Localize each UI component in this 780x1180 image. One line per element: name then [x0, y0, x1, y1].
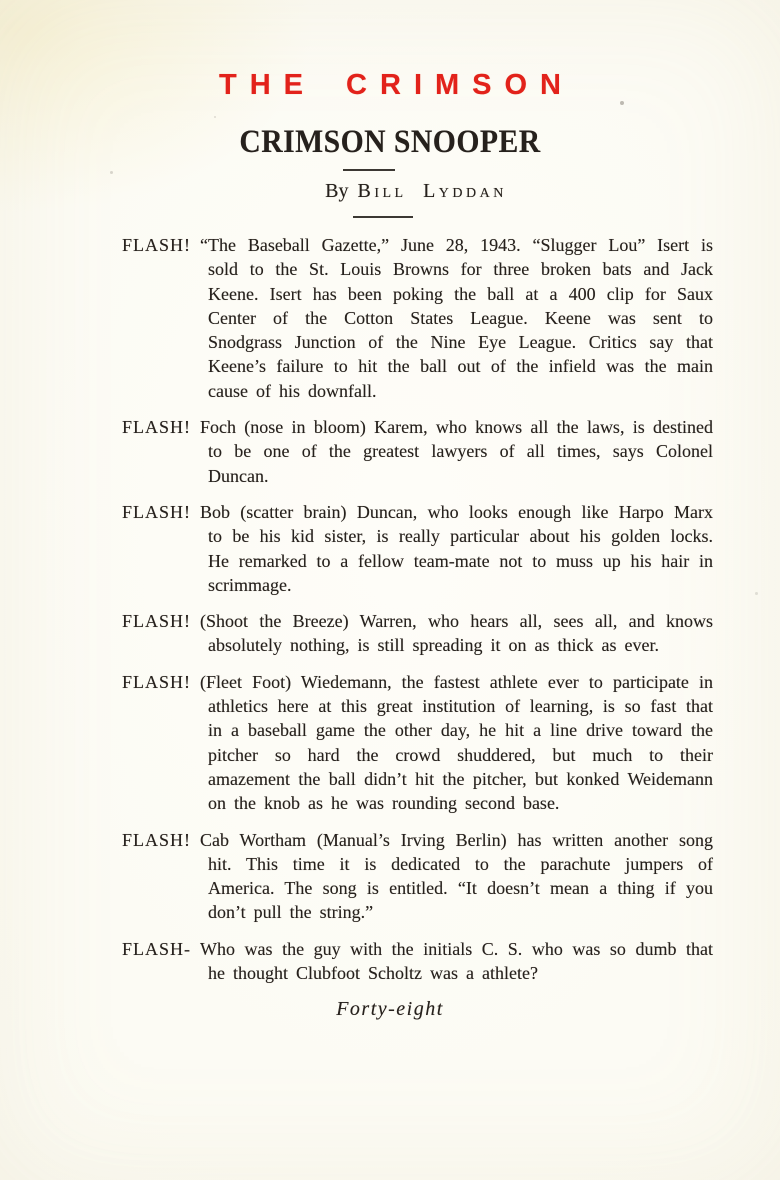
flash-text: Bob (scatter brain) Duncan, who looks enough like Harpo Marx to be his kid sister, is really particular about his golden locks. He remarked to a fellow team-mate not to muss up his hair in scrimmage. [200, 501, 713, 595]
flash-label: FLASH! [122, 611, 192, 632]
scan-speck [110, 171, 113, 174]
flash-label: FLASH! [122, 417, 192, 438]
flash-label: FLASH! [122, 671, 192, 692]
flash-label: FLASH! [122, 829, 192, 850]
flash-text: Who was the guy with the initials C. S. who was so dumb that he thought Clubfoot Scholtz was a athlete? [200, 938, 713, 984]
flash-label: FLASH! [122, 235, 192, 255]
article-title: CRIMSON SNOOPER [239, 124, 541, 160]
flash-item [122, 500, 713, 597]
divider-rule-top [343, 169, 395, 171]
page-number: Forty-eight [336, 998, 444, 1021]
divider-rule-bottom [353, 216, 413, 218]
byline [86, 180, 746, 202]
flash-item [122, 609, 713, 658]
scan-speck [755, 592, 758, 595]
byline-by: By [325, 180, 349, 202]
article-body [122, 233, 713, 985]
flash-item [122, 937, 713, 986]
flash-label: FLASH- [122, 938, 192, 959]
flash-text: Cab Wortham (Manual’s Irving Berlin) has written another song hit. This time it is dedicated to the parachute jumpers of America. The song is entitled. “It doesn’t mean a thing if you don’t pull the string.” [200, 829, 713, 923]
page-header [60, 0, 720, 218]
flash-text: “The Baseball Gazette,” June 28, 1943. “Slugger Lou” Isert is sold to the St. Louis Browns for three broken bats and Jack Keene. Isert has been poking the ball at a 400 clip for Saux Center of the Cotton States League. Keene was sent to Snodgrass Junction of the Nine Eye League. Critics say that Keene’s failure to hit the ball out of the infield was the main cause of his downfall. [200, 235, 713, 401]
page-footer [0, 998, 780, 1021]
flash-text: Foch (nose in bloom) Karem, who knows all the laws, is destined to be one of the greatest lawyers of all times, says Colonel Duncan. [200, 417, 713, 486]
byline-author: Bill Lyddan [357, 180, 507, 202]
flash-item [122, 670, 713, 816]
flash-label: FLASH! [122, 501, 192, 522]
flash-item [122, 828, 713, 925]
flash-item [122, 415, 713, 488]
flash-item [122, 233, 713, 403]
masthead-title: THE CRIMSON [219, 69, 574, 101]
scan-speck [620, 101, 624, 105]
flash-text: (Shoot the Breeze) Warren, who hears all, sees all, and knows absolutely nothing, is still spreading it on as thick as ever. [200, 611, 713, 656]
flash-text: (Fleet Foot) Wiedemann, the fastest athlete ever to participate in athletics here at this great institution of learning, is so fast that in a baseball game the other day, he hit a line drive toward the pitcher so hard the crowd shuddered, but much to their amazement the ball didn’t hit the pitcher, but konked Weidemann on the knob as he was rounding second base. [200, 671, 713, 814]
scan-speck [214, 116, 216, 118]
